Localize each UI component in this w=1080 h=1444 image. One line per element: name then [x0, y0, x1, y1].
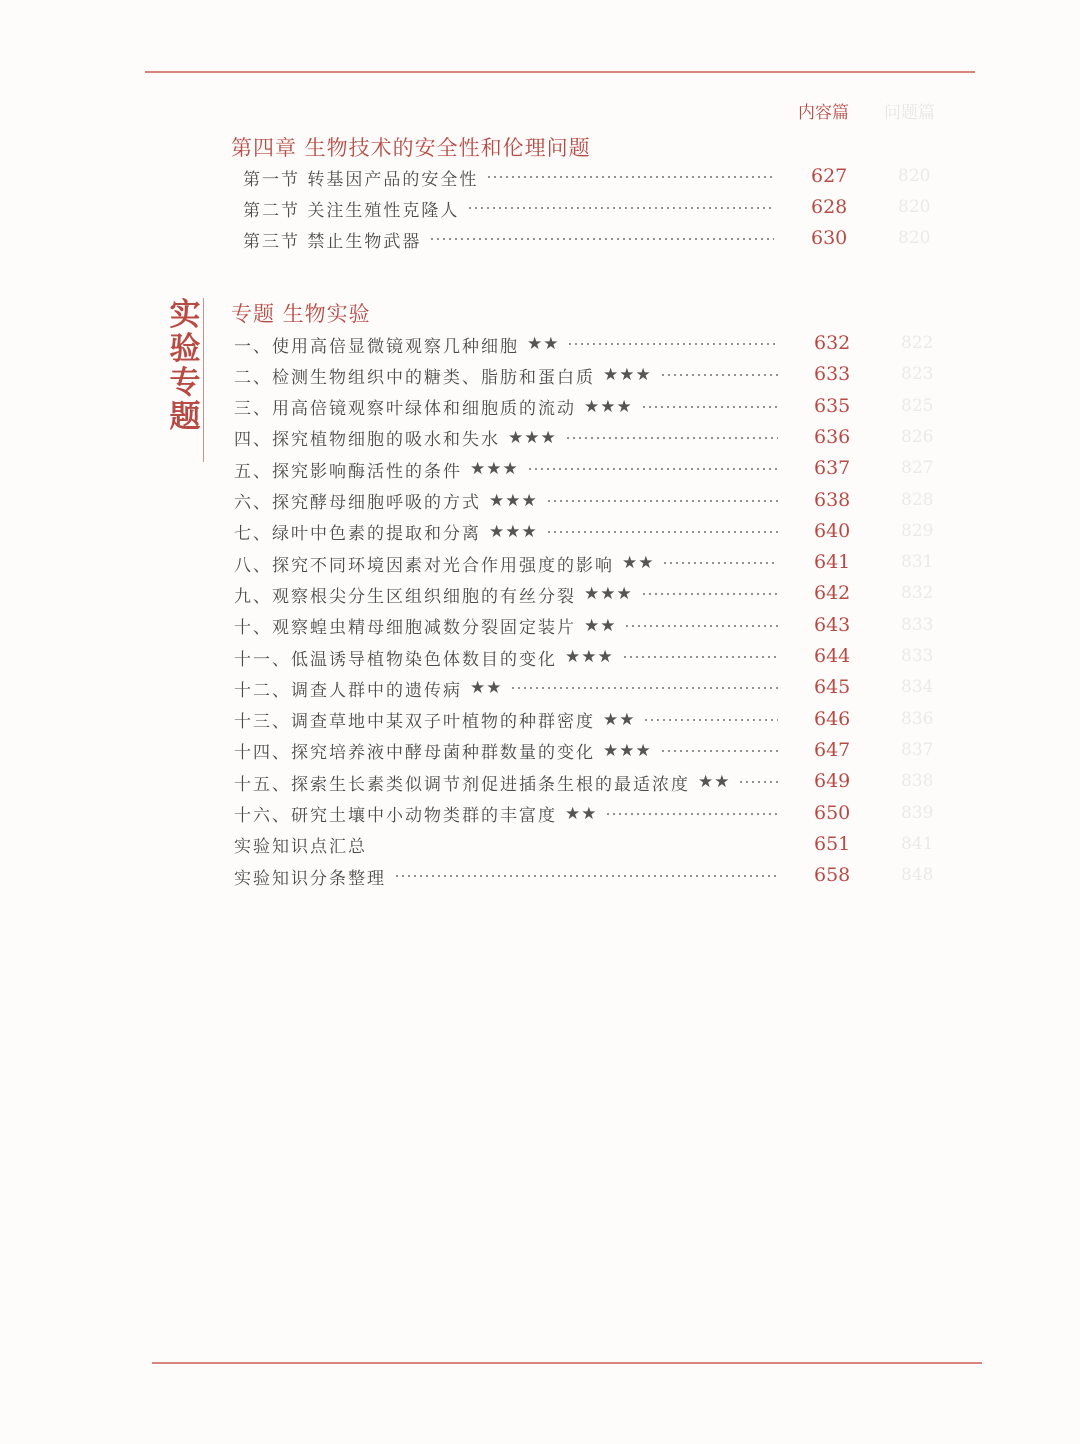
toc-entry-page: 644 [814, 645, 851, 667]
toc-entry-title: 二、检测生物组织中的糖类、脂肪和蛋白质 [234, 367, 595, 388]
toc-entry-title: 十四、探究培养液中酵母菌种群数量的变化 [234, 743, 595, 764]
toc-entry-title: 三、用高倍镜观察叶绿体和细胞质的流动 [234, 399, 576, 420]
toc-entry-question-page: 831 [901, 552, 934, 573]
toc-entry [234, 769, 782, 795]
toc-entry [234, 425, 782, 451]
difficulty-stars: ★★ [698, 772, 731, 793]
top-rule [145, 71, 975, 73]
dot-leader [643, 719, 778, 721]
toc-entry [234, 863, 782, 889]
toc-entry-page: 650 [814, 801, 851, 824]
toc-entry-question-page: 833 [901, 646, 934, 666]
difficulty-stars: ★★ [622, 553, 655, 574]
toc-entry-title: 十三、调查草地中某双子叶植物的种群密度 [234, 712, 595, 733]
toc-entry-question-page: 839 [901, 802, 934, 823]
toc-entry-question-page: 829 [901, 520, 934, 541]
toc-entry-page: 633 [814, 363, 851, 386]
toc-entry [234, 456, 782, 482]
toc-entry [234, 801, 782, 827]
toc-entry [234, 331, 782, 357]
toc-entry-question-page: 820 [898, 197, 931, 217]
toc-entry [234, 707, 782, 733]
bottom-rule [152, 1362, 982, 1364]
toc-entry [234, 519, 782, 545]
dot-leader [467, 207, 774, 209]
toc-entry [234, 613, 782, 639]
toc-entry-question-page: 832 [901, 583, 934, 604]
toc-entry-page: 638 [814, 488, 851, 511]
toc-entry [234, 394, 782, 420]
toc-entry-title: 六、探究酵母细胞呼吸的方式 [234, 493, 481, 513]
toc-entry [243, 164, 778, 190]
toc-entry-page: 643 [814, 613, 851, 636]
difficulty-stars: ★★★ [565, 647, 614, 667]
toc-entry-title: 第二节 关注生殖性克隆人 [243, 200, 460, 221]
toc-entry-title: 五、探究影响酶活性的条件 [234, 461, 462, 482]
side-label: 实验专题 [169, 297, 201, 435]
toc-entry-page: 630 [811, 227, 848, 249]
toc-entry-question-page: 838 [901, 771, 934, 792]
difficulty-stars: ★★★ [584, 396, 633, 417]
toc-entry-page: 637 [814, 457, 851, 480]
dot-leader [546, 531, 778, 533]
toc-entry-page: 627 [811, 165, 848, 187]
toc-entry-title: 十一、低温诱导植物染色体数目的变化 [234, 649, 557, 670]
toc-entry-question-page: 823 [901, 364, 934, 385]
toc-entry-question-page: 820 [898, 166, 931, 186]
dot-leader [641, 593, 778, 595]
dot-leader [662, 562, 778, 564]
dot-leader [510, 687, 778, 689]
difficulty-stars: ★★★ [489, 490, 538, 511]
toc-entry-question-page: 834 [901, 677, 934, 698]
difficulty-stars: ★★★ [603, 365, 652, 386]
toc-entry-title: 九、观察根尖分生区组织细胞的有丝分裂 [234, 586, 576, 607]
dot-leader [660, 750, 778, 752]
topic-heading: 专题 生物实验 [231, 302, 371, 326]
difficulty-stars: ★★★ [584, 584, 633, 605]
dot-leader [546, 500, 778, 502]
toc-entry-question-page: 826 [901, 426, 934, 447]
difficulty-stars: ★★ [584, 615, 617, 636]
toc-entry-title: 十二、调查人群中的遗传病 [234, 680, 462, 701]
toc-entry-title: 八、探究不同环境因素对光合作用强度的影响 [234, 555, 614, 576]
toc-entry-title: 七、绿叶中色素的提取和分离 [234, 524, 481, 545]
toc-entry-title: 第三节 禁止生物武器 [243, 231, 422, 252]
column-headers [780, 98, 980, 122]
toc-entry-question-page: 820 [898, 228, 931, 248]
toc-entry-title: 一、使用高倍显微镜观察几种细胞 [234, 336, 519, 357]
toc-entry-page: 632 [814, 332, 851, 354]
dot-leader [429, 238, 774, 240]
toc-entry [234, 362, 782, 388]
toc-entry-question-page: 828 [901, 489, 934, 510]
column-header-content: 内容篇 [798, 103, 849, 123]
toc-entry-title: 十五、探索生长素类似调节剂促进插条生根的最适浓度 [234, 774, 690, 795]
difficulty-stars: ★★ [527, 334, 560, 354]
toc-entry-question-page: 827 [901, 458, 934, 479]
toc-entry [234, 738, 782, 764]
dot-leader [527, 468, 778, 470]
toc-entry-question-page: 848 [901, 865, 934, 886]
toc-entry [234, 832, 782, 858]
toc-entry-title: 四、探究植物细胞的吸水和失水 [234, 430, 500, 451]
difficulty-stars: ★★ [603, 709, 636, 730]
toc-entry-title: 十、观察蝗虫精母细胞减数分裂固定装片 [234, 618, 576, 639]
dot-leader [565, 437, 778, 439]
dot-leader [567, 343, 778, 345]
toc-entry [234, 550, 782, 576]
side-label-divider [203, 298, 204, 462]
dot-leader [486, 176, 774, 178]
difficulty-stars: ★★★ [470, 459, 519, 480]
dot-leader [394, 875, 778, 877]
column-header-questions: 问题篇 [884, 103, 935, 123]
toc-entry-question-page: 836 [901, 708, 934, 729]
toc-entry-question-page: 822 [901, 333, 934, 353]
difficulty-stars: ★★★ [508, 427, 557, 448]
toc-entry-page: 649 [814, 770, 851, 793]
toc-entry-question-page: 837 [901, 739, 934, 760]
chapter-heading: 第四章 生物技术的安全性和伦理问题 [231, 136, 591, 160]
dot-leader [641, 406, 778, 408]
dot-leader [605, 813, 778, 815]
toc-entry [234, 581, 782, 607]
toc-entry-page: 658 [814, 864, 851, 887]
toc-entry-title: 第一节 转基因产品的安全性 [243, 169, 479, 190]
toc-entry-page: 628 [811, 196, 848, 218]
toc-entry-page: 651 [814, 832, 851, 855]
toc-entry-page: 635 [814, 394, 851, 417]
difficulty-stars: ★★★ [603, 740, 652, 761]
toc-entry-page: 642 [814, 582, 851, 605]
dot-leader [622, 656, 778, 658]
toc-entry-page: 640 [814, 519, 851, 542]
toc-entry-page: 647 [814, 738, 851, 761]
toc-entry-question-page: 825 [901, 395, 934, 416]
toc-entry [234, 488, 782, 514]
toc-entry [243, 226, 778, 252]
toc-entry-page: 641 [814, 551, 851, 574]
toc-entry [234, 644, 782, 670]
toc-entry [234, 675, 782, 701]
dot-leader [660, 374, 778, 376]
difficulty-stars: ★★★ [489, 521, 538, 542]
toc-entry [243, 195, 778, 221]
toc-entry-page: 645 [814, 676, 851, 699]
dot-leader [738, 781, 778, 783]
difficulty-stars: ★★ [470, 678, 503, 699]
toc-entry-question-page: 841 [901, 833, 934, 854]
toc-entry-page: 646 [814, 707, 851, 730]
toc-entry-question-page: 833 [901, 614, 934, 635]
toc-entry-title: 实验知识点汇总 [234, 837, 367, 858]
toc-entry-title: 实验知识分条整理 [234, 868, 386, 889]
dot-leader [624, 625, 778, 627]
toc-entry-page: 636 [814, 425, 851, 448]
difficulty-stars: ★★ [565, 803, 598, 824]
toc-entry-title: 十六、研究土壤中小动物类群的丰富度 [234, 806, 557, 826]
